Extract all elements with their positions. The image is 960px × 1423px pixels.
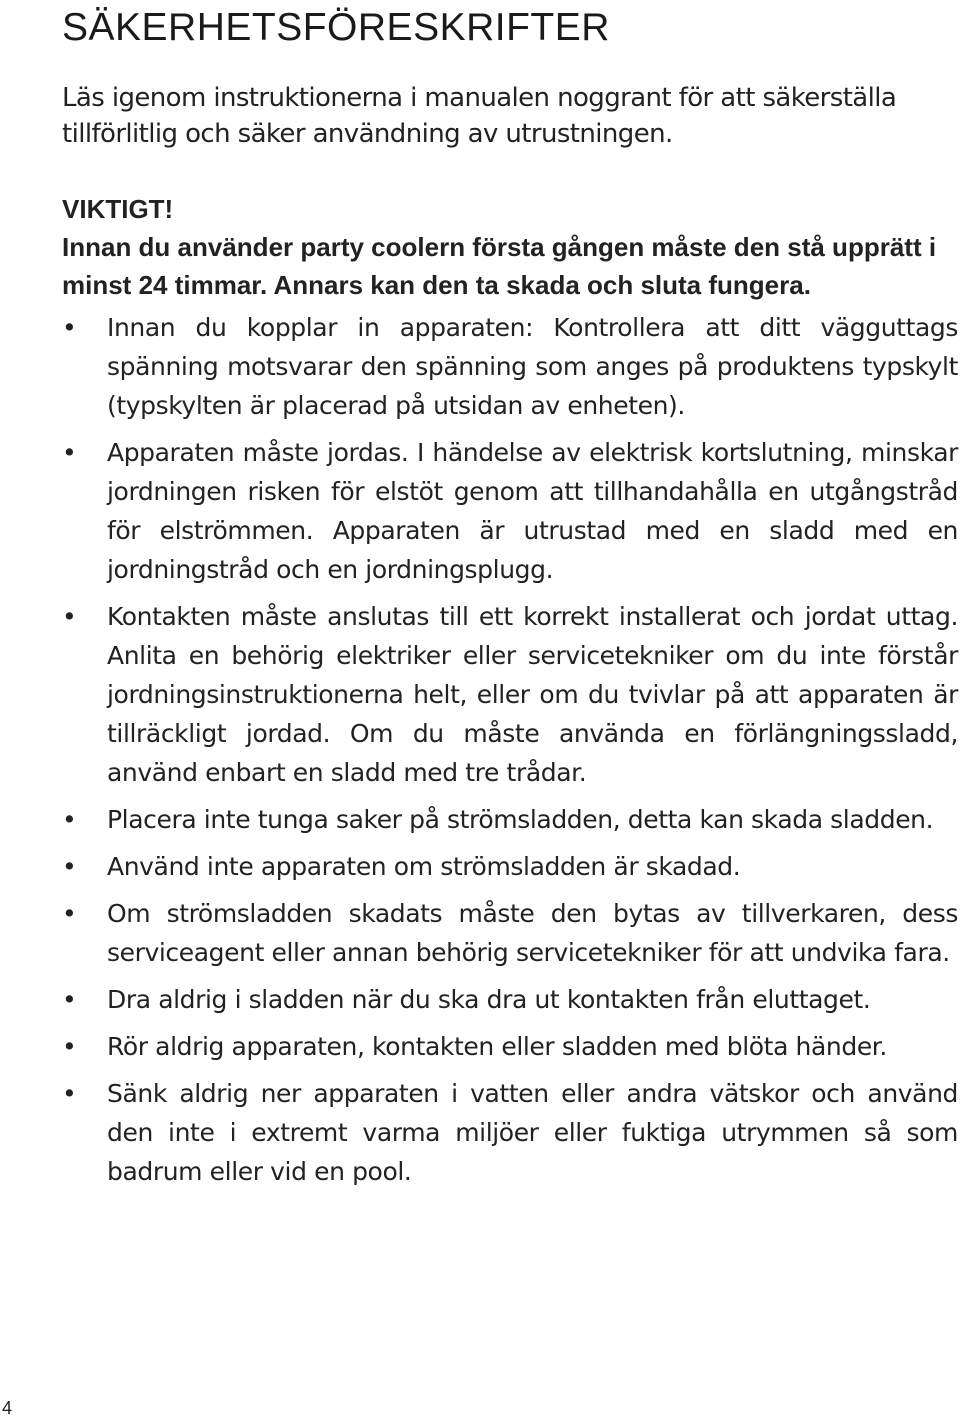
bullet-icon: •: [62, 602, 77, 631]
bullet-text: Placera inte tunga saker på strömsladden, detta kan skada sladden.: [107, 805, 934, 834]
document-page: [62, 0, 958, 1199]
bullet-text: Använd inte apparaten om strömsladden är skadad.: [107, 852, 741, 881]
bullet-text: Innan du kopplar in apparaten: Kontrollera att ditt vägguttags spänning motsvarar den spänning som anges på produktens typskylt (typskylten är placerad på utsidan av enheten).: [107, 313, 958, 420]
bullet-text: Apparaten måste jordas. I händelse av elektrisk kortslutning, minskar jordningen risken för elstöt genom att tillhandahålla en utgångstråd för elströmmen. Apparaten är utrustad med en sladd med en jordningstråd och en jordningsplugg.: [107, 438, 958, 584]
list-item: [62, 433, 958, 589]
list-item: [62, 847, 958, 886]
bullet-icon: •: [62, 899, 77, 928]
important-text: Innan du använder party coolern första gången måste den stå upprätt i minst 24 timmar. Annars kan den ta skada och sluta fungera.: [62, 232, 937, 300]
list-item: [62, 597, 958, 792]
intro-paragraph: Läs igenom instruktionerna i manualen noggrant för att säkerställa tillförlitlig och säker användning av utrustningen.: [62, 83, 897, 149]
list-item: [62, 894, 958, 972]
list-item: [62, 1027, 958, 1066]
important-label: VIKTIGT!: [62, 194, 174, 224]
bullet-text: Kontakten måste anslutas till ett korrekt installerat och jordat uttag. Anlita en behörig elektriker eller servicetekniker om du inte förstår jordningsinstruktionerna helt, eller om du tvivlar på att apparaten är tillräckligt jordad. Om du måste använda en förlängningssladd, använd enbart en sladd med tre trådar.: [107, 602, 958, 787]
page-number: 4: [2, 1398, 13, 1418]
bullet-icon: •: [62, 852, 77, 881]
list-item: [62, 308, 958, 425]
bullet-text: Om strömsladden skadats måste den bytas av tillverkaren, dess serviceagent eller annan behörig servicetekniker för att undvika fara.: [107, 899, 958, 967]
bullet-icon: •: [62, 985, 77, 1014]
bullet-text: Rör aldrig apparaten, kontakten eller sladden med blöta händer.: [107, 1032, 887, 1061]
bullet-text: Sänk aldrig ner apparaten i vatten eller andra vätskor och använd den inte i extremt varma miljöer eller fuktiga utrymmen så som badrum eller vid en pool.: [107, 1079, 958, 1186]
safety-bullet-list: [62, 308, 958, 1191]
bullet-icon: •: [62, 805, 77, 834]
page-title: SÄKERHETSFÖRESKRIFTER: [62, 6, 610, 49]
list-item: [62, 1074, 958, 1191]
bullet-icon: •: [62, 1032, 77, 1061]
important-notice: [62, 190, 958, 304]
list-item: [62, 800, 958, 839]
bullet-text: Dra aldrig i sladden när du ska dra ut kontakten från eluttaget.: [107, 985, 871, 1014]
bullet-icon: •: [62, 313, 77, 342]
list-item: [62, 980, 958, 1019]
bullet-icon: •: [62, 438, 77, 467]
bullet-icon: •: [62, 1079, 77, 1108]
